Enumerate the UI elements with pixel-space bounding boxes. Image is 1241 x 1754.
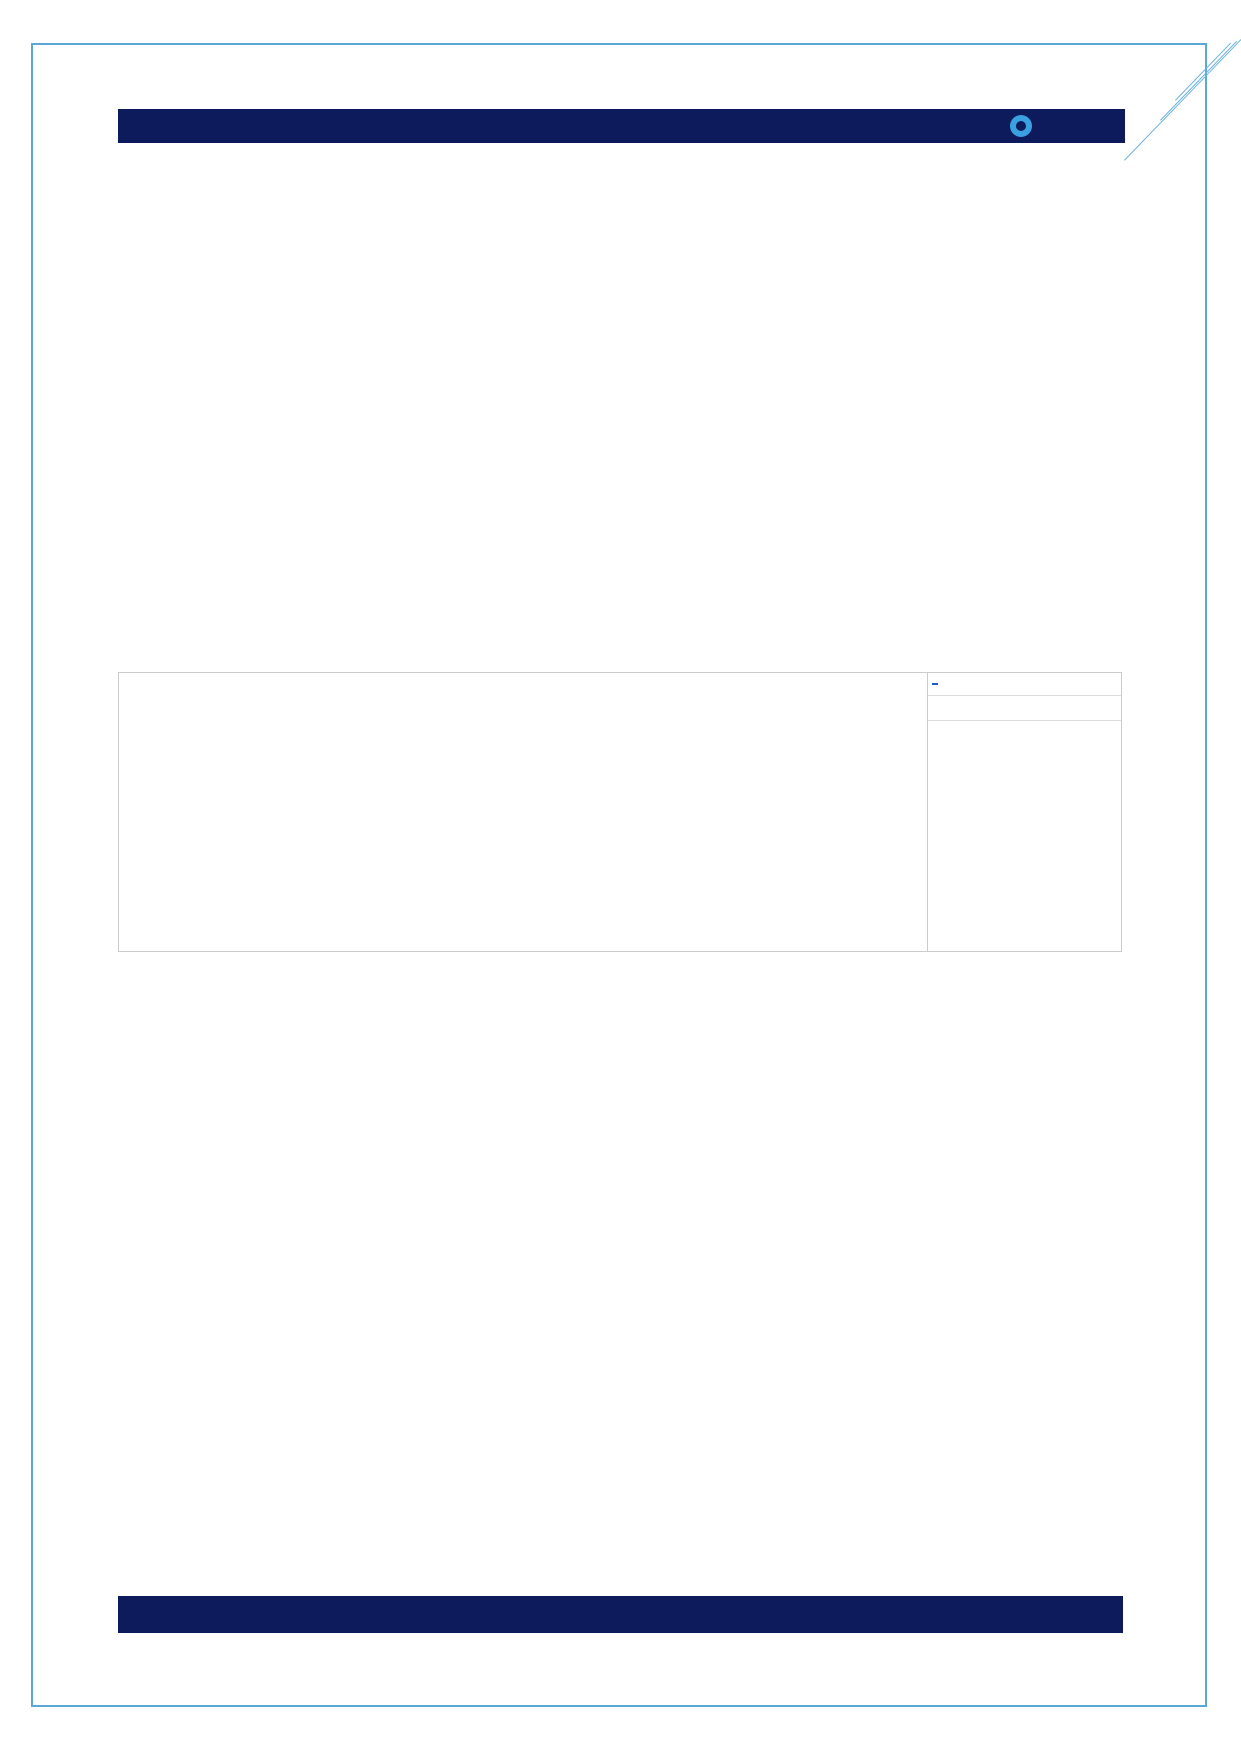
main-contract-tag	[932, 683, 938, 685]
kline-plot	[162, 689, 927, 951]
footer-banner	[118, 1596, 1123, 1633]
logo	[118, 88, 378, 136]
quote-panel	[927, 673, 1122, 951]
rubber-kline-chart	[118, 672, 1122, 952]
brand-logo	[1010, 115, 1038, 137]
brand-circle-icon	[1010, 115, 1032, 137]
